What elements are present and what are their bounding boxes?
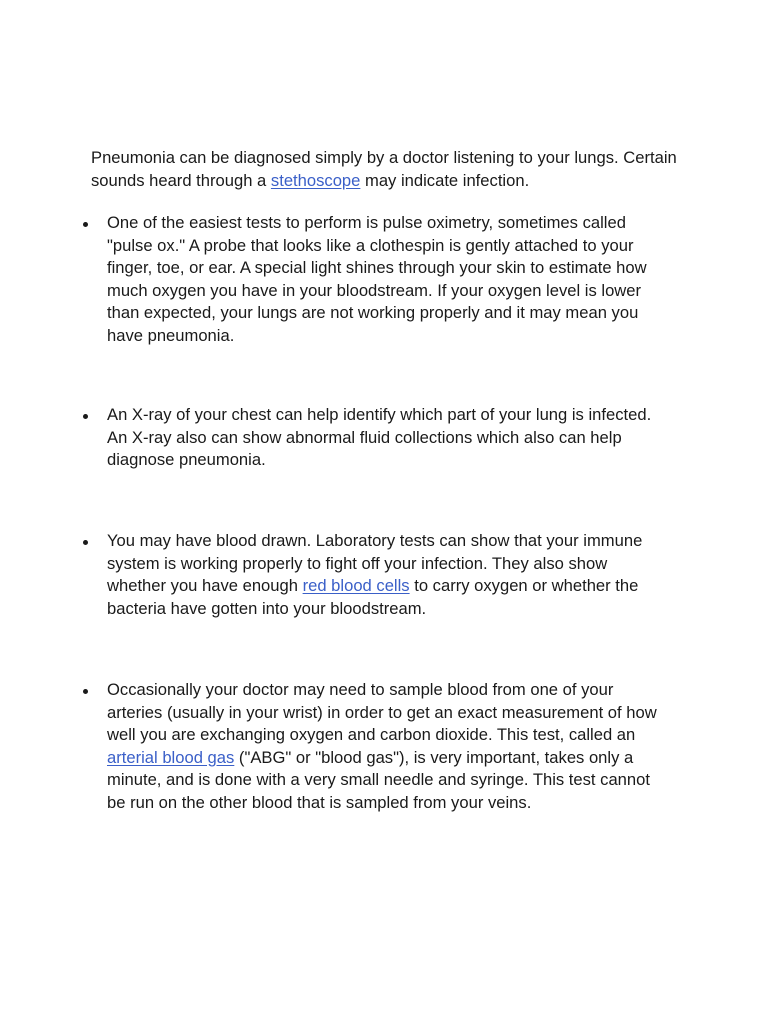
bullet-icon [83, 540, 88, 545]
list-item-text-before: You may have blood drawn. Laboratory tests can show that your immune system is working properly to fight off your infection. They also show whether you have enough [107, 531, 643, 596]
list-item-text [107, 212, 667, 348]
list-item-text [107, 679, 667, 815]
intro-text-after: may indicate infection. [360, 170, 530, 190]
list-item-text-before: One of the easiest tests to perform is pulse oximetry, sometimes called "pulse ox." A probe that looks like a clothespin is gently attached to your finger, toe, or ear. A special light shines through your skin to estimate how much oxygen you have in your bloodstream. If your oxygen level is lower than expected, your lungs are not working properly and it may mean you have pneumonia. [107, 213, 647, 345]
intro-paragraph [91, 147, 691, 192]
list-item-text-before: Occasionally your doctor may need to sample blood from one of your arteries (usually in your wrist) in order to get an exact measurement of how well you are exchanging oxygen and carbon dioxide. This test, called an [107, 680, 657, 745]
list-item-text-after: to carry oxygen or whether the bacteria have gotten into your bloodstream. [107, 576, 639, 618]
list-item-text [107, 530, 667, 620]
intro-text-before: Pneumonia can be diagnosed simply by a doctor listening to your lungs. Certain sounds heard through a [91, 148, 677, 190]
list-item-text [107, 404, 667, 472]
red-blood-cells-link[interactable]: red blood cells [302, 576, 410, 596]
bullet-icon [83, 222, 88, 227]
bullet-icon [83, 689, 88, 694]
stethoscope-link[interactable]: stethoscope [270, 170, 361, 190]
arterial-blood-gas-link[interactable]: arterial blood gas [107, 747, 235, 767]
list-item-text-before: An X-ray of your chest can help identify which part of your lung is infected. An X-ray also can show abnormal fluid collections which also can help diagnose pneumonia. [107, 405, 652, 470]
bullet-icon [83, 414, 88, 419]
list-item-text-after: ("ABG" or "blood gas"), is very important, takes only a minute, and is done with a very small needle and syringe. This test cannot be run on the other blood that is sampled from your veins. [107, 747, 650, 812]
